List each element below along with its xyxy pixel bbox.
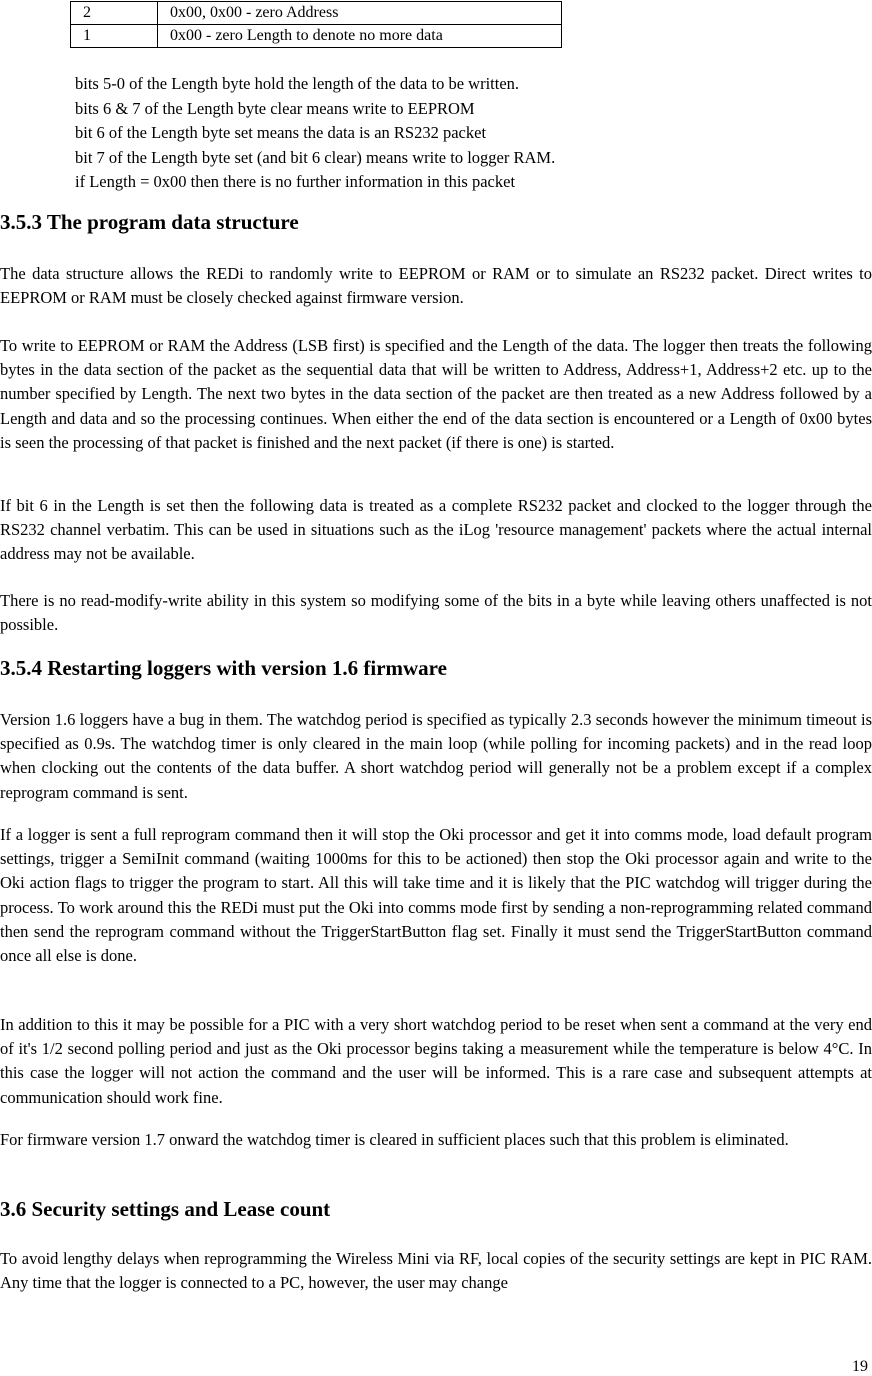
note-line: bit 7 of the Length byte set (and bit 6 clear) means write to logger RAM. [75,147,556,167]
section-heading-3-5-4: 3.5.4 Restarting loggers with version 1.6 firmware [0,656,447,680]
table-cell-num: 1 [71,25,158,48]
paragraph: To avoid lengthy delays when reprogramming the Wireless Mini via RF, local copies of the security settings are kept in PIC RAM. Any time that the logger is connected to a PC, however, the user may change [0,1249,872,1293]
note-line: bits 5-0 of the Length byte hold the length of the data to be written. [75,74,520,93]
paragraph: The data structure allows the REDi to randomly write to EEPROM or RAM or to simulate an RS232 packet. Direct writes to EEPROM or RAM must be closely checked against firmware version. [0,264,872,308]
paragraph: Version 1.6 loggers have a bug in them. The watchdog period is specified as typically 2.3 seconds however the minimum timeout is specified as 0.9s. The watchdog timer is only cleared in the main loop (while polling for incoming packets) and in the read loop when clocking out the contents of the data buffer. A short watchdog period will generally not be a problem except if a complex reprogram command is sent. [0,710,872,802]
paragraph: There is no read-modify-write ability in this system so modifying some of the bits in a byte while leaving others unaffected is not possible. [0,591,872,635]
packet-structure-table [70,1,562,48]
length-byte-notes [75,72,555,195]
table-row [71,25,562,48]
paragraph: For firmware version 1.7 onward the watchdog timer is cleared in sufficient places such that this problem is eliminated. [0,1130,789,1149]
page-number: 19 [852,1358,868,1375]
table-cell-desc: 0x00 - zero Length to denote no more data [158,25,562,48]
note-line: if Length = 0x00 then there is no further information in this packet [75,172,516,191]
paragraph: If bit 6 in the Length is set then the following data is treated as a complete RS232 packet and clocked to the logger through the RS232 channel verbatim. This can be used in situations such as the iLog 'resource management' packets where the actual internal address may not be available. [0,496,872,564]
paragraph: If a logger is sent a full reprogram command then it will stop the Oki processor and get it into comms mode, load default program settings, trigger a SemiInit command (waiting 1000ms for this to be actioned) then stop the Oki processor again and write to the Oki action flags to trigger the program to start. All this will take time and it is likely that the PIC watchdog will trigger during the process. To work around this the REDi must put the Oki into comms mode first by sending a non-reprogramming related command then send the reprogram command without the TriggerStartButton flag set. Finally it must send the TriggerStartButton command once all else is done. [0,825,872,966]
section-heading-3-5-3: 3.5.3 The program data structure [0,210,299,234]
note-line: bit 6 of the Length byte set means the data is an RS232 packet [75,123,487,142]
table-row [71,2,562,25]
note-line: bits 6 & 7 of the Length byte clear means write to EEPROM [75,98,475,118]
table-cell-num: 2 [71,2,158,25]
paragraph: In addition to this it may be possible for a PIC with a very short watchdog period to be reset when sent a command at the very end of it's 1/2 second polling period and just as the Oki processor begins taking a measurement while the temperature is below 4°C. In this case the logger will not action the command and the user will be informed. This is a rare case and subsequent attempts at communication should work fine. [0,1015,872,1107]
table-cell-desc: 0x00, 0x00 - zero Address [158,2,562,25]
paragraph: To write to EEPROM or RAM the Address (LSB first) is specified and the Length of the data. The logger then treats the following bytes in the data section of the packet as the sequential data that will be written to Address, Address+1, Address+2 etc. up to the number specified by Length. The next two bytes in the data section of the packet are then treated as a new Address followed by a Length and data and so the processing continues. When either the end of the data section is encountered or a Length of 0x00 bytes is seen the processing of that packet is finished and the next packet (if there is one) is started. [0,336,872,452]
section-heading-3-6: 3.6 Security settings and Lease count [0,1197,331,1221]
